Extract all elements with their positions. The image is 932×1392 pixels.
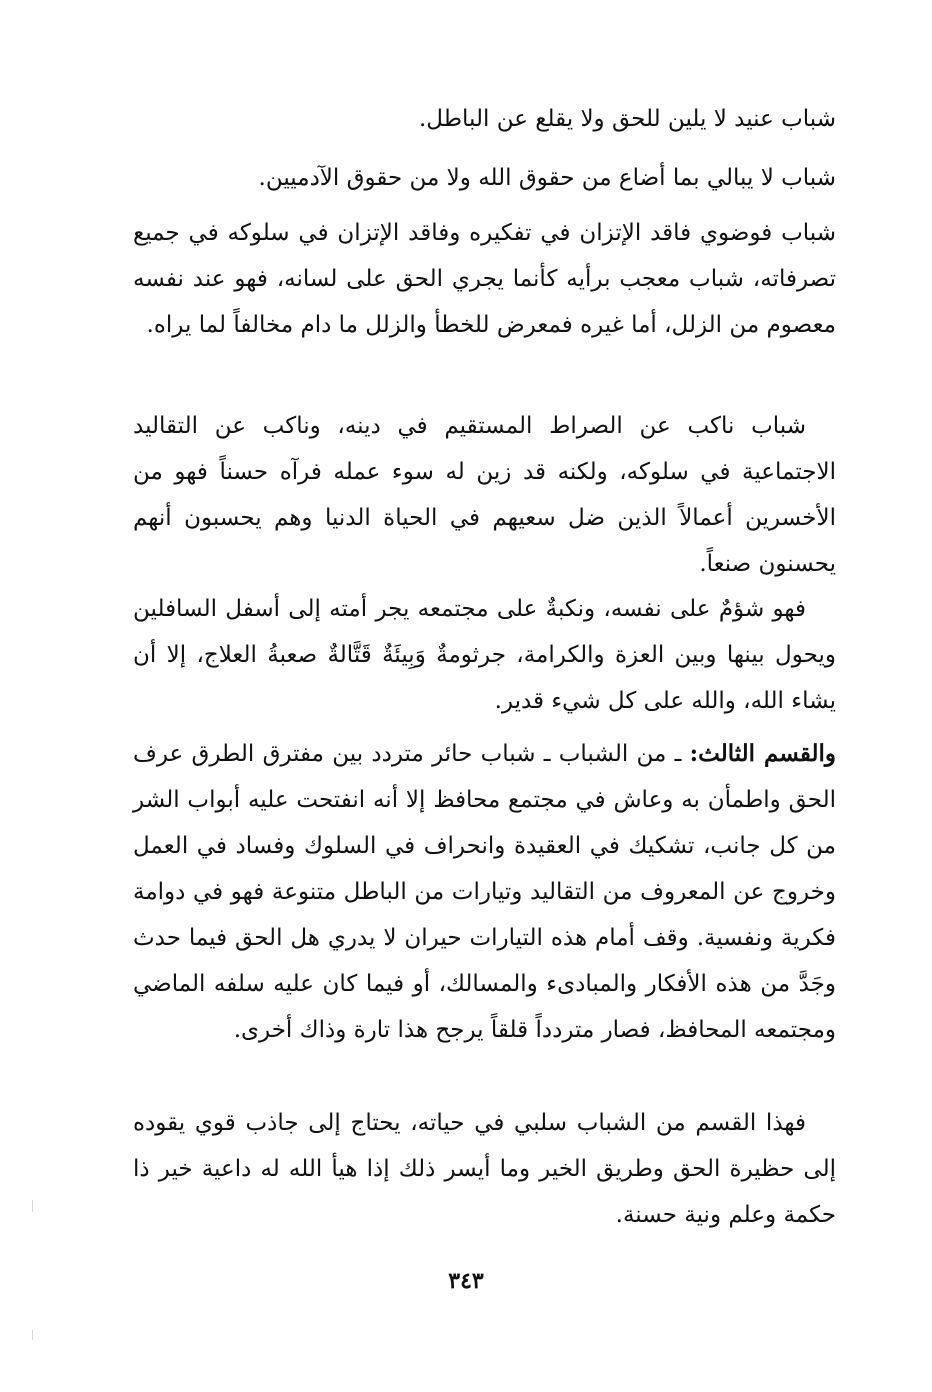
paragraph-text: فهذا القسم من الشباب سلبي في حياته، يحتاج إلى جاذب قوي يقوده إلى حظيرة الحق وطريق الخير وما أيسر ذلك إذا هيأ الله له داعية خير ذا حكمة وعلم ونية حسنة. — [133, 1110, 836, 1228]
paragraph-text: شباب فوضوي فاقد الإتزان في تفكيره وفاقد الإتزان في سلوكه في جميع تصرفاته، شباب معجب برأيه كأنما يجري الحق على لسانه، فهو عند نفسه معصوم من الزلل، أما غيره فمعرض للخطأ والزلل ما دام مخالفاً لما يراه. — [133, 220, 836, 338]
paragraph-ominous-youth — [133, 586, 836, 724]
scan-edge-mark — [32, 1200, 33, 1212]
paragraph-third-section — [133, 731, 836, 1053]
scan-edge-mark — [32, 1330, 33, 1340]
paragraph-text: شباب عنيد لا يلين للحق ولا يقلع عن الباطل. — [419, 106, 836, 132]
paragraph-stubborn-youth — [133, 96, 836, 142]
section-lead-heading: والقسم الثالث: — [689, 740, 836, 767]
paragraph-text: فهو شؤمٌ على نفسه، ونكبةٌ على مجتمعه يجر أمته إلى أسفل السافلين ويحول بينها وبين العزة والكرامة، جرثومةٌ وَبِيئَةٌ قَتَّالةٌ صعبةُ العلاج، إلا أن يشاء الله، والله على كل شيء قدير. — [133, 596, 836, 714]
paragraph-chaotic-youth — [133, 210, 836, 348]
paragraph-text: ـ من الشباب ـ شباب حائر متردد بين مفترق الطرق عرف الحق واطمأن به وعاش في مجتمع محافظ إلا أنه انفتحت عليه أبواب الشر من كل جانب، تشكيك في العقيدة وانحراف في السلوك وفساد في العمل وخروج عن المعروف من التقاليد وتيارات من الباطل متنوعة فهو في دوامة فكرية ونفسية. وقف أمام هذه التيارات حيران لا يدري هل الحق فيما حدث وجَدَّ من هذه الأفكار والمبادىء والمسالك، أو فيما كان عليه سلفه الماضي ومجتمعه المحافظ، فصار متردداً قلقاً يرجح هذا تارة وذاك أخرى. — [133, 741, 836, 1043]
paragraph-deviant-youth — [133, 403, 836, 587]
paragraph-careless-youth — [133, 155, 836, 201]
paragraph-passive-youth — [133, 1100, 836, 1238]
paragraph-text: شباب لا يبالي بما أضاع من حقوق الله ولا من حقوق الآدميين. — [258, 165, 836, 191]
page-number: ٣٤٣ — [448, 1268, 484, 1294]
paragraph-text: شباب ناكب عن الصراط المستقيم في دينه، وناكب عن التقاليد الاجتماعية في سلوكه، ولكنه قد زين له سوء عمله فرآه حسناً فهو من الأخسرين أعمالاً الذين ضل سعيهم في الحياة الدنيا وهم يحسبون أنهم يحسنون صنعاً. — [133, 413, 836, 577]
